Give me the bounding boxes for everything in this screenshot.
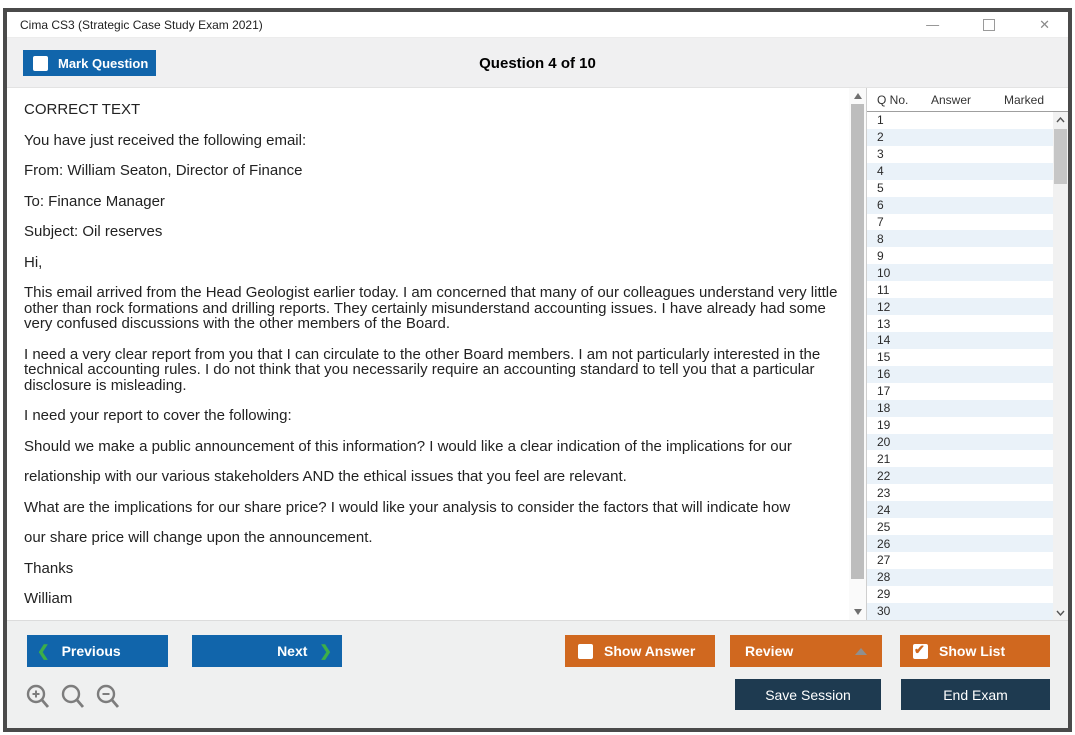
table-row[interactable] bbox=[867, 552, 1053, 569]
content-scrollbar[interactable] bbox=[849, 88, 866, 620]
exam-window bbox=[3, 8, 1072, 732]
table-row[interactable] bbox=[867, 603, 1053, 620]
cell-no: 1 bbox=[877, 113, 884, 128]
close-icon[interactable]: ✕ bbox=[1039, 17, 1050, 32]
next-label: Next bbox=[277, 643, 308, 659]
zoom-reset-icon[interactable] bbox=[60, 683, 86, 711]
table-row[interactable] bbox=[867, 129, 1053, 146]
previous-label: Previous bbox=[61, 643, 121, 659]
table-row[interactable] bbox=[867, 230, 1053, 247]
cell-no: 28 bbox=[877, 570, 891, 585]
cell-no: 29 bbox=[877, 587, 891, 602]
table-row[interactable] bbox=[867, 417, 1053, 434]
content-paragraph: CORRECT TEXT bbox=[24, 101, 141, 118]
content-paragraph: Subject: Oil reserves bbox=[24, 223, 163, 240]
window-title: Cima CS3 (Strategic Case Study Exam 2021) bbox=[20, 17, 263, 32]
panel-scrollbar-thumb[interactable] bbox=[1054, 129, 1067, 184]
content-paragraph: Hi, bbox=[24, 253, 43, 271]
table-row[interactable] bbox=[867, 163, 1053, 180]
table-row[interactable] bbox=[867, 383, 1053, 400]
cell-no: 18 bbox=[877, 401, 891, 416]
minimize-icon[interactable]: — bbox=[926, 17, 940, 32]
cell-no: 5 bbox=[877, 181, 884, 196]
chevron-left-icon: ❮ bbox=[37, 643, 50, 660]
column-qno: Q No. bbox=[877, 92, 909, 107]
show-answer-label: Show Answer bbox=[604, 643, 696, 659]
table-row[interactable] bbox=[867, 281, 1053, 298]
table-row[interactable] bbox=[867, 247, 1053, 264]
cell-no: 17 bbox=[877, 384, 891, 399]
table-row[interactable] bbox=[867, 315, 1053, 332]
cell-no: 22 bbox=[877, 468, 891, 483]
cell-no: 20 bbox=[877, 434, 891, 449]
content-paragraph: To: Finance Manager bbox=[24, 192, 165, 210]
cell-no: 16 bbox=[877, 367, 891, 382]
show-answer-checkbox-icon[interactable] bbox=[578, 644, 593, 659]
content-paragraph: William bbox=[24, 590, 73, 607]
cell-no: 2 bbox=[877, 130, 884, 145]
end-exam-button[interactable] bbox=[901, 679, 1050, 710]
mark-question-label: Mark Question bbox=[58, 55, 149, 71]
show-list-checkbox-icon[interactable] bbox=[913, 644, 928, 659]
cell-no: 12 bbox=[877, 299, 891, 314]
content-paragraph: I need a very clear report from you that I can circulate to the other Board members. I am not particularly interested in the technical accounting rules. I do not think that you necessarily require an accounting standard to tell you that a particular disclosure is misleading. bbox=[24, 345, 821, 394]
table-row[interactable] bbox=[867, 450, 1053, 467]
zoom-out-icon[interactable] bbox=[95, 683, 121, 711]
cell-no: 21 bbox=[877, 451, 891, 466]
table-row[interactable] bbox=[867, 197, 1053, 214]
table-row[interactable] bbox=[867, 298, 1053, 315]
cell-no: 19 bbox=[877, 418, 891, 433]
question-header bbox=[7, 38, 1068, 88]
title-bar bbox=[7, 12, 1068, 38]
save-session-label: Save Session bbox=[765, 686, 851, 703]
question-list bbox=[867, 112, 1068, 620]
table-row[interactable] bbox=[867, 332, 1053, 349]
column-answer: Answer bbox=[931, 92, 972, 107]
cell-no: 11 bbox=[877, 282, 890, 297]
table-row[interactable] bbox=[867, 569, 1053, 586]
table-row[interactable] bbox=[867, 366, 1053, 383]
table-row[interactable] bbox=[867, 349, 1053, 366]
question-rows bbox=[867, 112, 1053, 620]
cell-no: 14 bbox=[877, 333, 891, 348]
cell-no: 7 bbox=[877, 214, 884, 229]
review-label: Review bbox=[745, 643, 794, 659]
question-text-area bbox=[7, 88, 849, 620]
cell-no: 15 bbox=[877, 350, 891, 365]
table-row[interactable] bbox=[867, 146, 1053, 163]
content-paragraph: What are the implications for our share price? I would like your analysis to consider the factors that will indicate how bbox=[24, 498, 791, 516]
content-paragraph: This email arrived from the Head Geologist earlier today. I am concerned that many of our colleagues understand very little other than rock formations and drilling reports. They certainly misunderstand accounting issues. I have already had some very confused discussions with the other members of the Board. bbox=[24, 284, 838, 332]
previous-button[interactable] bbox=[27, 635, 168, 667]
cell-no: 6 bbox=[877, 198, 884, 213]
zoom-controls bbox=[25, 683, 121, 711]
chevron-right-icon: ❯ bbox=[319, 643, 332, 660]
table-row[interactable] bbox=[867, 180, 1053, 197]
panel-scrollbar-track[interactable] bbox=[1053, 127, 1068, 605]
scrollbar-thumb[interactable] bbox=[851, 104, 864, 579]
table-row[interactable] bbox=[867, 518, 1053, 535]
page-title: Question 4 of 10 bbox=[479, 54, 596, 72]
save-session-button[interactable] bbox=[735, 679, 881, 710]
cell-no: 26 bbox=[877, 536, 891, 551]
column-marked: Marked bbox=[1004, 92, 1045, 107]
content-paragraph: Thanks bbox=[24, 559, 74, 577]
panel-scroll-down-icon[interactable] bbox=[1053, 605, 1068, 620]
scrollbar-track[interactable] bbox=[849, 104, 866, 604]
content-paragraph: relationship with our various stakeholders AND the ethical issues that you feel are relevant. bbox=[24, 468, 627, 485]
content-paragraph: Should we make a public announcement of this information? I would like a clear indication of the implications for our bbox=[24, 437, 792, 455]
zoom-in-icon[interactable] bbox=[25, 683, 51, 711]
panel-scroll-up-icon[interactable] bbox=[1053, 112, 1068, 127]
next-button[interactable] bbox=[192, 635, 342, 667]
table-row[interactable] bbox=[867, 586, 1053, 603]
cell-no: 3 bbox=[877, 147, 884, 162]
cell-no: 30 bbox=[877, 604, 891, 619]
table-row[interactable] bbox=[867, 467, 1053, 484]
end-exam-label: End Exam bbox=[943, 686, 1008, 703]
table-row[interactable] bbox=[867, 434, 1053, 451]
show-list-button[interactable] bbox=[900, 635, 1050, 667]
cell-no: 10 bbox=[877, 265, 891, 280]
footer-bar bbox=[7, 620, 1068, 728]
review-button[interactable] bbox=[730, 635, 882, 667]
show-list-label: Show List bbox=[939, 643, 1006, 659]
panel-scrollbar[interactable] bbox=[1053, 112, 1068, 620]
table-row[interactable] bbox=[867, 264, 1053, 281]
table-row[interactable] bbox=[867, 535, 1053, 552]
content-paragraph: I need your report to cover the following: bbox=[24, 407, 292, 424]
content-paragraph: You have just received the following email: bbox=[24, 131, 307, 149]
content-paragraph: From: William Seaton, Director of Finance bbox=[24, 162, 303, 179]
cell-no: 13 bbox=[877, 316, 891, 331]
table-row[interactable] bbox=[867, 484, 1053, 501]
maximize-icon[interactable] bbox=[983, 19, 995, 31]
table-row[interactable] bbox=[867, 112, 1053, 129]
cell-no: 4 bbox=[877, 164, 884, 179]
table-row[interactable] bbox=[867, 501, 1053, 518]
table-row[interactable] bbox=[867, 214, 1053, 231]
cell-no: 8 bbox=[877, 231, 884, 246]
cell-no: 24 bbox=[877, 502, 891, 517]
cell-no: 23 bbox=[877, 485, 891, 500]
table-row[interactable] bbox=[867, 400, 1053, 417]
cell-no: 27 bbox=[877, 553, 891, 568]
chevron-up-icon bbox=[855, 648, 867, 655]
cell-no: 9 bbox=[877, 248, 884, 263]
content-paragraph: our share price will change upon the announcement. bbox=[24, 529, 373, 546]
question-list-panel bbox=[866, 88, 1068, 620]
question-list-header bbox=[867, 88, 1068, 112]
cell-no: 25 bbox=[877, 519, 891, 534]
scroll-up-icon[interactable] bbox=[849, 88, 866, 104]
show-answer-button[interactable] bbox=[565, 635, 715, 667]
scroll-down-icon[interactable] bbox=[849, 604, 866, 620]
main-region bbox=[7, 88, 1068, 620]
